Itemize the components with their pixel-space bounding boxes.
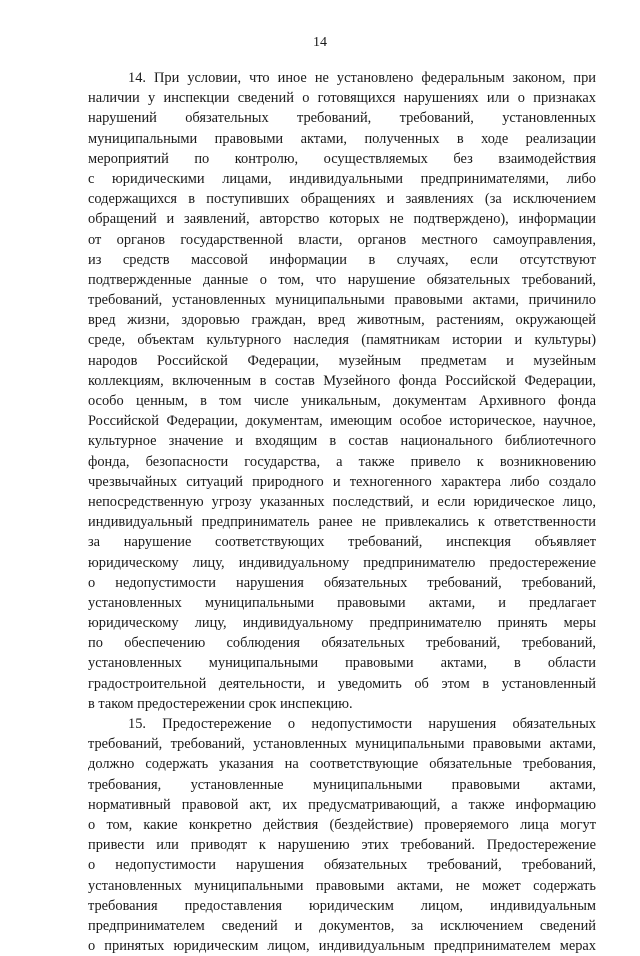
text-line: наличии у инспекции сведений о готовящихся нарушениях или о признаках xyxy=(88,90,596,107)
text-line: по обеспечению соблюдения обязательных требований, требований, xyxy=(88,635,596,652)
text-line: от органов государственной власти, органов местного самоуправления, xyxy=(88,231,596,248)
text-line: 14. При условии, что иное не установлено федеральным законом, при xyxy=(128,70,596,86)
text-line: подтвержденные данные о том, что нарушение обязательных требований, xyxy=(88,271,596,288)
text-line: особо ценным, в том числе уникальным, документам Архивного фонда xyxy=(88,393,596,409)
text-line: фонда, безопасности государства, а также привело к возникновению xyxy=(88,453,596,470)
text-line: о недопустимости нарушения обязательных требований, требований, xyxy=(88,574,596,591)
text-line: непосредственную угрозу указанных последствий, и если юридическое лицо, xyxy=(88,493,596,510)
paragraph-15 xyxy=(88,714,596,956)
text-line: муниципальными правовыми актами, полученных в ходе реализации xyxy=(88,130,596,147)
text-line: требований, установленных муниципальными правовыми актами, причинило xyxy=(88,292,596,309)
text-line: мероприятий по контролю, осуществляемых без взаимодействия xyxy=(88,150,596,167)
text-line: из средств массовой информации в случаях, если отсутствуют xyxy=(88,251,596,268)
text-line: привести или приводят к нарушению этих требований. Предостережение xyxy=(88,837,596,854)
text-line: требований, требований, установленных муниципальными правовыми актами, xyxy=(88,736,596,753)
text-line: требования предоставления юридическим лицом, индивидуальным xyxy=(88,897,596,914)
text-line: нарушений обязательных требований, требований, установленных xyxy=(88,110,596,127)
text-line: градостроительной деятельности, и уведомить об этом в установленный xyxy=(88,675,596,692)
page-number: 14 xyxy=(313,35,327,50)
text-line: должно содержать указания на соответствующие обязательные требования, xyxy=(88,756,596,773)
text-line: вред жизни, здоровью граждан, вред животным, растениям, окружающей xyxy=(88,312,596,329)
text-line: 15. Предостережение о недопустимости нарушения обязательных xyxy=(128,716,596,732)
text-line: народов Российской Федерации, музейным предметам и музейным xyxy=(88,352,596,369)
text-line: среде, объектам культурного наследия (памятникам истории и культуры) xyxy=(88,332,596,349)
text-line: о принятых юридическим лицом, индивидуальным предпринимателем мерах xyxy=(88,938,596,955)
text-line: культурное значение и входящим в состав национального библиотечного xyxy=(88,433,596,450)
text-line: юридическому лицу, индивидуальному предпринимателю принять меры xyxy=(88,615,596,632)
text-line: о том, какие конкретно действия (бездействие) проверяемого лица могут xyxy=(88,816,596,833)
text-line: содержащихся в поступивших обращениях и заявлениях (за исключением xyxy=(88,191,596,208)
text-line: требования, установленные муниципальными правовыми актами, xyxy=(88,776,596,793)
text-line: индивидуальный предприниматель ранее не привлекались к ответственности xyxy=(88,514,596,531)
text-line: в таком предостережении срок инспекцию. xyxy=(88,695,353,712)
text-line: предпринимателем сведений и документов, за исключением сведений xyxy=(88,917,596,934)
text-line: установленных муниципальными правовыми актами, и предлагает xyxy=(88,594,596,611)
document-body xyxy=(88,68,596,956)
text-line: с юридическими лицами, индивидуальными предпринимателями, либо xyxy=(88,170,596,187)
paragraph-14 xyxy=(88,68,596,714)
text-line: за нарушение соответствующих требований, инспекция объявляет xyxy=(88,534,596,551)
text-line: установленных муниципальными правовыми актами, в области xyxy=(88,655,596,672)
text-line: нормативный правовой акт, их предусматривающий, а также информацию xyxy=(88,796,596,813)
text-line: о недопустимости нарушения обязательных требований, требований, xyxy=(88,857,596,874)
text-line: обращений и заявлений, авторство которых не подтверждено), информации xyxy=(88,211,596,228)
text-line: установленных муниципальными правовыми актами, не может содержать xyxy=(88,877,596,894)
text-line: Российской Федерации, документам, имеющим особое историческое, научное, xyxy=(88,413,596,430)
text-line: чрезвычайных ситуаций природного и техногенного характера либо создало xyxy=(88,473,596,490)
text-line: юридическому лицу, индивидуальному предпринимателю предостережение xyxy=(88,554,596,571)
text-line: коллекциям, включенным в состав Музейного фонда Российской Федерации, xyxy=(88,372,596,389)
